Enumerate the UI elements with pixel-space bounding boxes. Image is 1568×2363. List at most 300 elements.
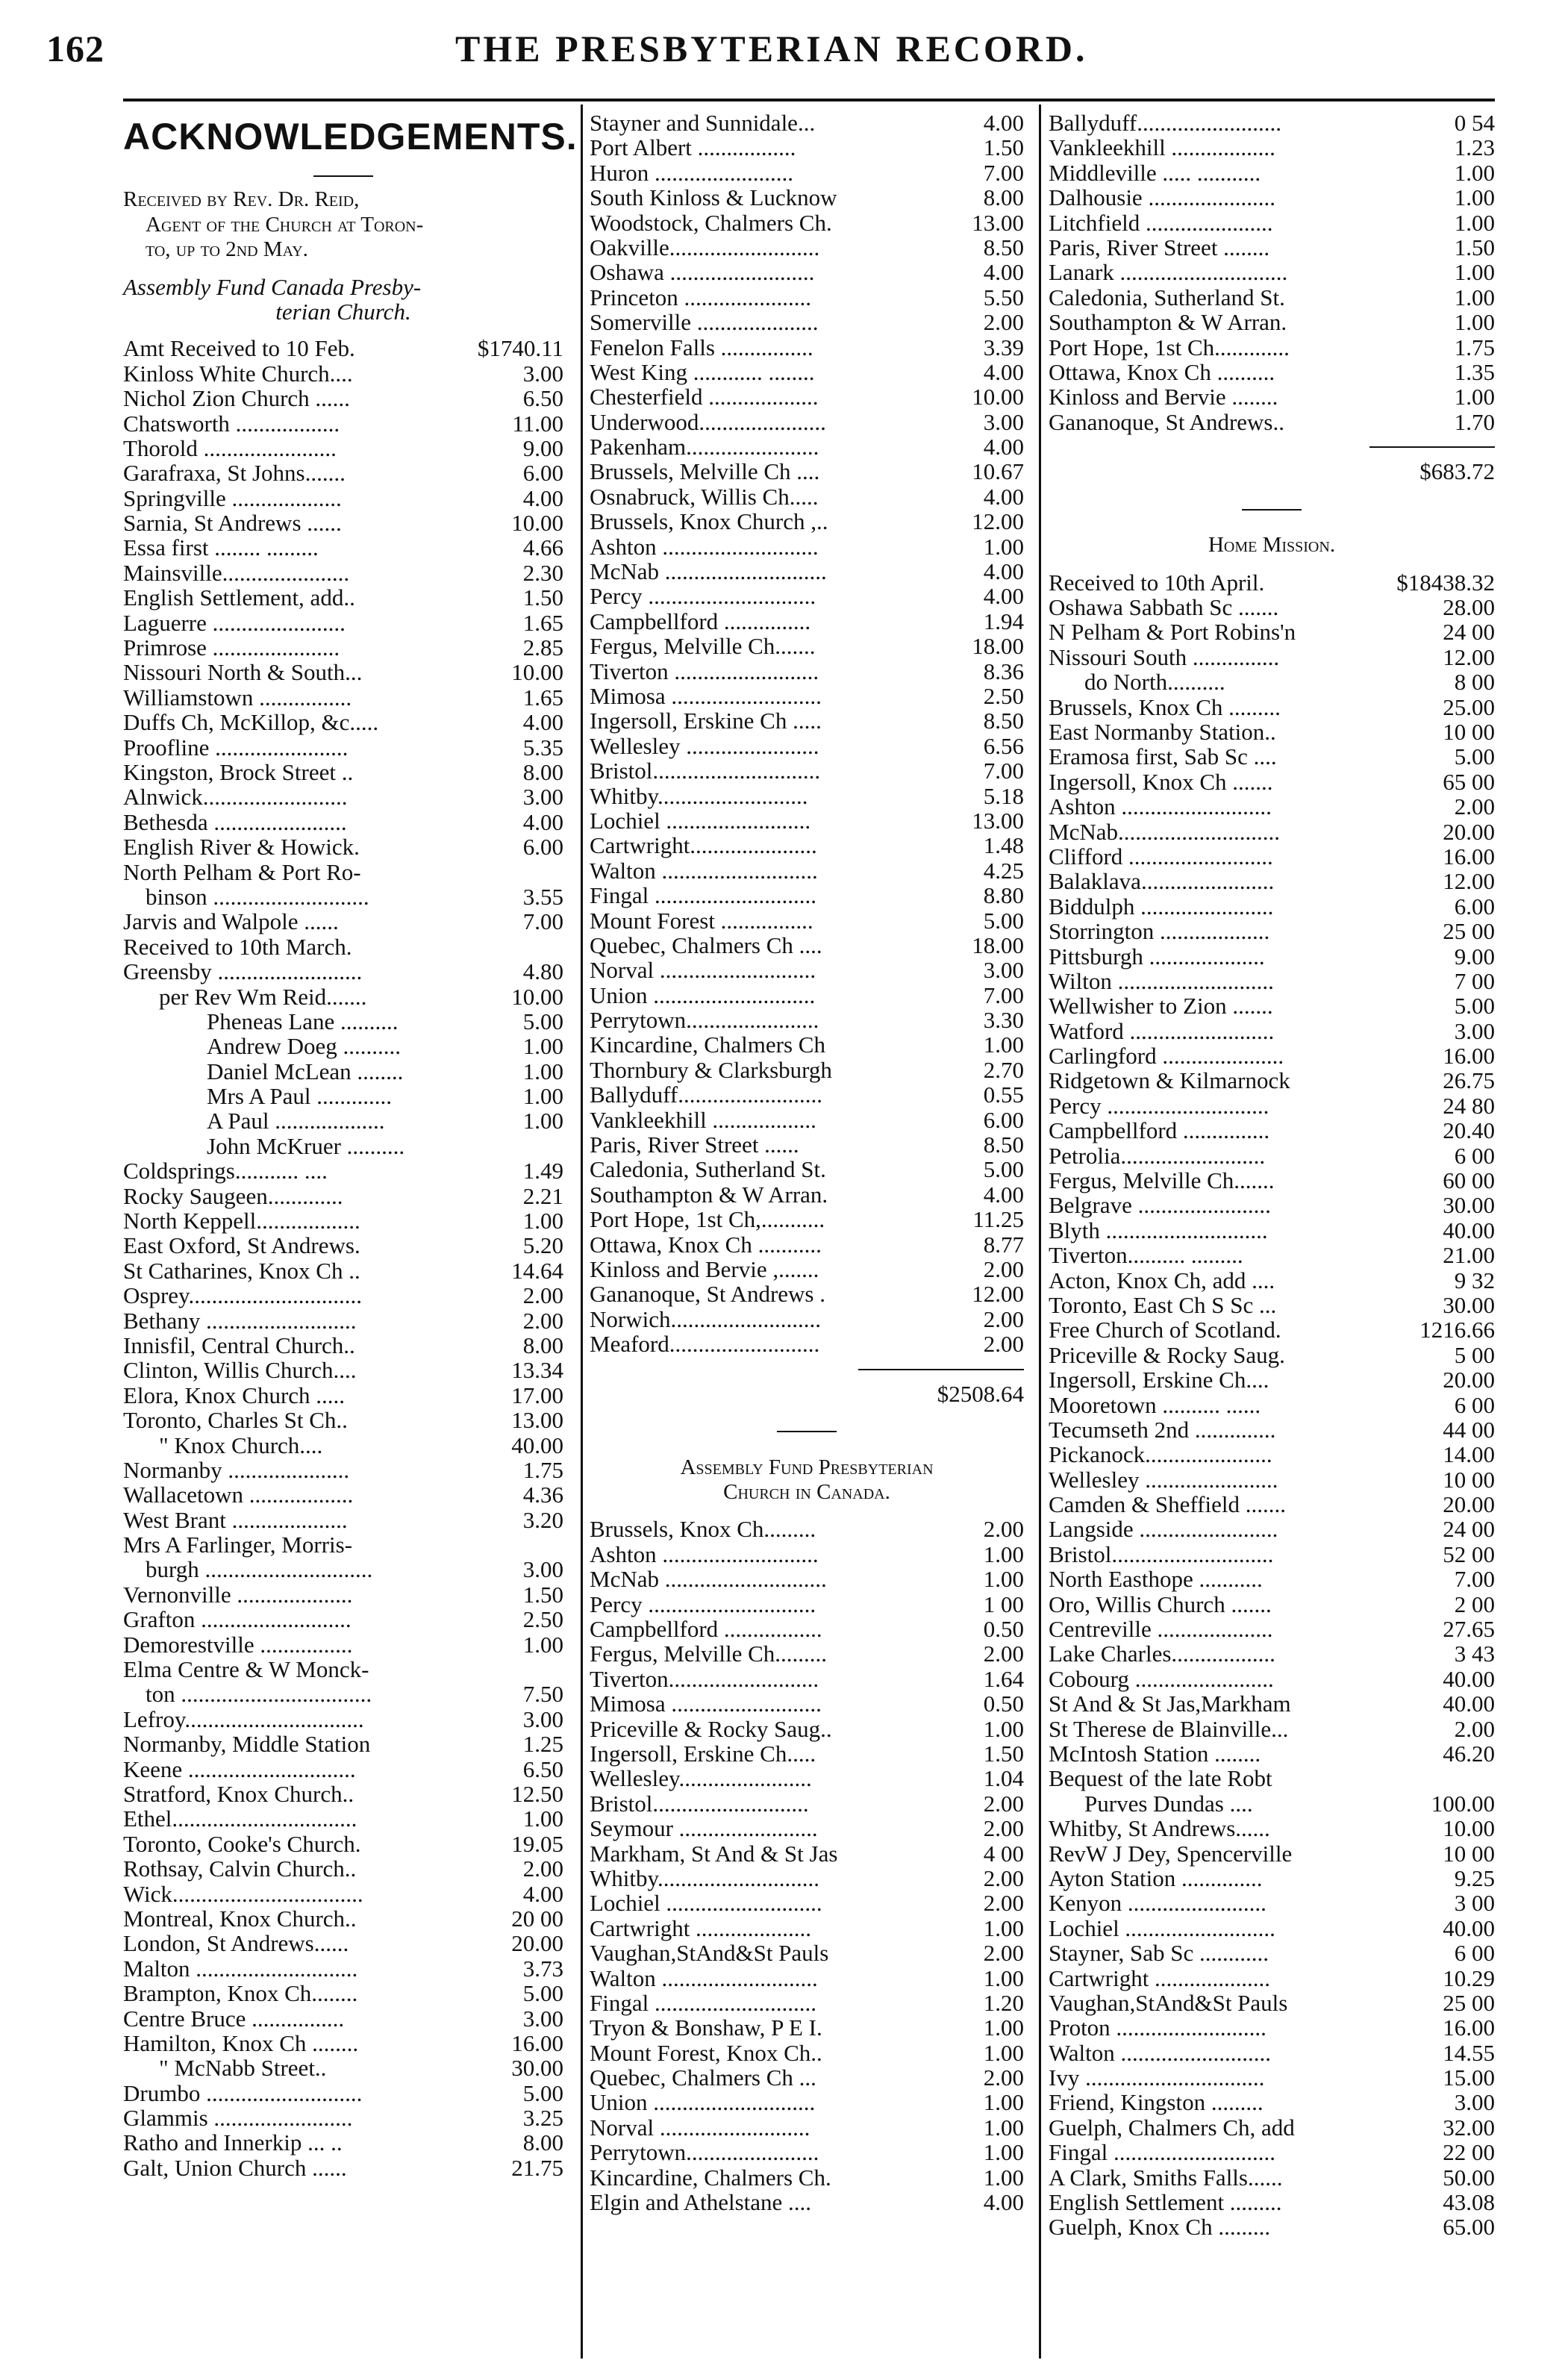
entry-row (123, 361, 563, 386)
entry-amount: 10.29 (1443, 1964, 1495, 1991)
entry-row (1049, 360, 1495, 384)
entry-row (1049, 1019, 1495, 1043)
entry-row (123, 2130, 563, 2155)
entry-amount: 12.50 (511, 1781, 563, 1807)
entry-amount: 1.00 (983, 1964, 1024, 1991)
entry-row (1049, 695, 1495, 719)
entry-name: do North.......... (1084, 669, 1225, 696)
entry-row (590, 235, 1024, 260)
fund-heading: terian Church. (275, 298, 411, 325)
entry-row (1049, 384, 1495, 409)
entry-amount: $18438.32 (1396, 569, 1495, 596)
entry-row (590, 708, 1024, 733)
col1-entries (123, 336, 563, 2180)
entry-amount: 5.35 (522, 734, 563, 761)
entry-amount: 16.00 (1443, 843, 1495, 870)
entry-row (1049, 1641, 1495, 1666)
entry-row (590, 185, 1024, 210)
received-by-line: Agent of the Church at Toron- (146, 212, 424, 237)
entry-amount: 1.65 (522, 609, 563, 636)
entry-amount: 10.67 (972, 458, 1024, 485)
entry-amount: 4.80 (522, 958, 563, 985)
entry-name: Montreal, Knox Church.. (123, 1905, 357, 1932)
entry-amount: 16.00 (511, 2029, 563, 2056)
entry-row (123, 1208, 563, 1233)
entry-amount: 26.75 (1443, 1067, 1495, 1094)
entry-row (1049, 1268, 1495, 1293)
column-divider (581, 104, 583, 2359)
entry-amount: 5.00 (522, 2079, 563, 2106)
entry-name: Toronto, Cooke's Church. (123, 1830, 361, 1857)
entry-row (1049, 410, 1495, 434)
entry-row (123, 2055, 563, 2080)
entry-row (590, 2190, 1024, 2214)
entry-amount: 2.00 (522, 1282, 563, 1309)
total-rule (1049, 434, 1495, 459)
entry-name: Wellesley ....................... (1049, 1466, 1278, 1493)
entry-row (590, 908, 1024, 933)
entry-row (1049, 1467, 1495, 1492)
total-row: $2508.64 (937, 1380, 1024, 1407)
entry-name: Mrs A Paul ............. (207, 1083, 393, 1110)
entry-row (1049, 1343, 1495, 1367)
entry-amount: 2 00 (1454, 1591, 1495, 1617)
page-title: THE PRESBYTERIAN RECORD. (455, 28, 1088, 69)
entry-amount: 60 00 (1443, 1167, 1495, 1194)
entry-amount: 3.55 (522, 883, 563, 910)
entry-amount: 6.50 (522, 1755, 563, 1782)
entry-amount: 1.50 (522, 1581, 563, 1608)
entry-row (123, 984, 563, 1009)
entry-amount: 4.00 (983, 434, 1024, 461)
entry-row (590, 260, 1024, 284)
entry-amount: 1.04 (983, 1765, 1024, 1792)
entry-amount: 10 00 (1443, 1466, 1495, 1493)
entry-name: Galt, Union Church ...... (123, 2154, 347, 2181)
entry-name: Chesterfield ................... (590, 384, 819, 411)
entry-amount: 1.00 (983, 1541, 1024, 1567)
entry-row (590, 410, 1024, 434)
entry-row (1049, 2065, 1495, 2090)
entry-amount: 4.00 (983, 583, 1024, 610)
entry-row (1049, 944, 1495, 969)
entry-row (123, 1383, 563, 1408)
entry-name: Perrytown....................... (590, 1007, 819, 1034)
entry-amount: 1.00 (522, 1033, 563, 1060)
entry-row (123, 411, 563, 436)
entry-name: Carlingford ..................... (1049, 1043, 1284, 1070)
entry-amount: 7.50 (522, 1681, 563, 1708)
entry-row (1049, 1118, 1495, 1143)
entry-name: Vankleekhill .................. (1049, 134, 1275, 161)
entry-amount: 50.00 (1443, 2164, 1495, 2191)
entry-row (1049, 919, 1495, 943)
entry-name: North Keppell.................. (123, 1208, 360, 1234)
entry-amount: 4.25 (983, 857, 1024, 884)
entry-amount: 1.00 (983, 1031, 1024, 1058)
entry-row (1049, 969, 1495, 993)
entry-name: Union ............................ (590, 981, 816, 1008)
entry-amount: 40.00 (1443, 1665, 1495, 1692)
entry-row (123, 535, 563, 560)
entry-amount: 3.00 (522, 784, 563, 811)
entry-amount: 4.00 (983, 110, 1024, 136)
entry-row (590, 1691, 1024, 1716)
entry-amount: 2.00 (983, 1864, 1024, 1891)
entry-row (123, 685, 563, 710)
entry-row (590, 160, 1024, 185)
entry-name: Watford ......................... (1049, 1017, 1275, 1044)
entry-row (123, 1333, 563, 1358)
entry-name: Proton .......................... (1049, 2014, 1266, 2041)
entry-row (1049, 1218, 1495, 1243)
entry-row (1049, 645, 1495, 669)
entry-amount: 3.25 (522, 2105, 563, 2132)
entry-name: Caledonia, Sutherland St. (1049, 284, 1285, 310)
entry-amount: 16.00 (1443, 2014, 1495, 2041)
entry-name: Eramosa first, Sab Sc .... (1049, 743, 1277, 770)
entry-row (123, 1458, 563, 1482)
column-3 (1049, 110, 1495, 2240)
entry-row (1049, 335, 1495, 360)
entry-name: Keene ............................. (123, 1755, 356, 1782)
entry-amount: 1.49 (522, 1158, 563, 1184)
entry-row (1049, 1791, 1495, 1816)
entry-row (1049, 1741, 1495, 1766)
entry-name: Proofline ....................... (123, 734, 349, 761)
entry-row (590, 833, 1024, 858)
entry-name: Thorold ....................... (123, 434, 337, 461)
entry-amount: 8.00 (522, 758, 563, 785)
entry-name: Tiverton.......................... (590, 1665, 819, 1692)
entry-row (123, 1956, 563, 1981)
entry-amount: 6 00 (1454, 1391, 1495, 1418)
entry-amount: 2.30 (522, 559, 563, 586)
entry-name: Pickanock...................... (1049, 1441, 1272, 1468)
entry-row (590, 584, 1024, 608)
entry-amount: 5.50 (983, 284, 1024, 310)
entry-name: Ratho and Innerkip ... .. (123, 2129, 343, 2156)
entry-name: Kinloss and Bervie ,....... (590, 1255, 819, 1282)
entry-amount: 4.00 (522, 484, 563, 511)
entry-row (123, 611, 563, 635)
entry-amount: 20 00 (511, 1905, 563, 1932)
entry-amount: 3.73 (522, 1955, 563, 1982)
entry-name: Mount Forest ................ (590, 907, 813, 934)
entry-row (590, 684, 1024, 708)
entry-name: Oshawa ......................... (590, 259, 815, 286)
entry-name: Ingersoll, Erskine Ch.... (1049, 1367, 1269, 1393)
entry-amount: 2.00 (1454, 793, 1495, 820)
entry-row (590, 659, 1024, 684)
entry-name: ton ................................. (146, 1681, 372, 1708)
entry-row (123, 1034, 563, 1058)
entry-row (123, 1582, 563, 1607)
column-2 (590, 110, 1024, 2214)
entry-amount: 1.00 (1454, 384, 1495, 411)
entry-row (590, 2165, 1024, 2190)
entry-name: Kenyon ........................ (1049, 1890, 1266, 1917)
entry-row (590, 2140, 1024, 2164)
entry-row (590, 1966, 1024, 1991)
entry-amount: 2.21 (522, 1182, 563, 1209)
entry-row (590, 808, 1024, 833)
entry-name: Whitby, St Andrews...... (1049, 1815, 1270, 1842)
entry-row (123, 1931, 563, 1955)
entry-row (590, 509, 1024, 534)
entry-amount: 7.00 (983, 159, 1024, 186)
entry-name: Acton, Knox Ch, add .... (1049, 1267, 1275, 1293)
entry-name: McNab ............................ (590, 558, 827, 585)
entry-amount: 3.00 (1454, 2089, 1495, 2116)
entry-name: English Settlement ......... (1049, 2189, 1282, 2216)
entry-name: McNab ............................ (590, 1566, 827, 1593)
entry-row (1049, 110, 1495, 135)
entry-row (123, 1482, 563, 1507)
entry-name: Woodstock, Chalmers Ch. (590, 209, 832, 236)
entry-row (1049, 1393, 1495, 1417)
entry-amount: 7 00 (1454, 967, 1495, 994)
entry-name: Ballyduff......................... (1049, 110, 1281, 136)
entry-amount: 8.00 (983, 184, 1024, 211)
entry-name: Springville ................... (123, 484, 342, 511)
entry-name: Southampton & W Arran. (1049, 309, 1287, 336)
entry-name: Somerville ..................... (590, 309, 819, 336)
entry-amount: 8 00 (1454, 669, 1495, 696)
entry-name: St Therese de Blainville... (1049, 1715, 1289, 1742)
entry-row (123, 1184, 563, 1208)
short-rule (123, 163, 563, 187)
entry-name: Kinloss White Church.... (123, 360, 353, 387)
entry-amount: 1.00 (1454, 209, 1495, 236)
entry-name: Innisfil, Central Church.. (123, 1332, 355, 1358)
entry-amount: 7.00 (1454, 1566, 1495, 1593)
entry-amount: 1.94 (983, 608, 1024, 634)
entry-row (123, 2106, 563, 2130)
col3-entries-2 (1049, 570, 1495, 2240)
entry-row (1049, 1991, 1495, 2015)
entry-amount: 10.00 (972, 384, 1024, 411)
entry-amount: 1.00 (1454, 309, 1495, 336)
entry-name: Cartwright .................... (590, 1914, 812, 1941)
entry-row (123, 561, 563, 585)
entry-name: Clinton, Willis Church.... (123, 1357, 357, 1384)
entry-name: East Normanby Station.. (1049, 718, 1276, 745)
entry-amount: 9.00 (522, 434, 563, 461)
entry-amount: 4.00 (983, 2189, 1024, 2216)
entry-name: Priceville & Rocky Saug. (1049, 1341, 1285, 1368)
entry-amount: 14.00 (1443, 1441, 1495, 1468)
entry-row (123, 1233, 563, 1258)
entry-row (1049, 2214, 1495, 2239)
entry-amount: 46.20 (1443, 1741, 1495, 1767)
entry-name: Osprey.............................. (123, 1282, 363, 1309)
entry-row (123, 1283, 563, 1308)
entry-name: burgh ............................. (146, 1556, 373, 1583)
entry-row (1049, 993, 1495, 1018)
entry-name: Nissouri South ............... (1049, 643, 1280, 670)
entry-name: Bristol............................. (590, 758, 821, 784)
entry-row (1049, 894, 1495, 919)
entry-name: Ingersoll, Erskine Ch..... (590, 1741, 816, 1767)
entry-row (123, 2081, 563, 2106)
entry-amount: 17.00 (511, 1382, 563, 1408)
entry-row (590, 1592, 1024, 1617)
entry-name: Middleville ..... ........... (1049, 159, 1261, 186)
entry-row (123, 1782, 563, 1806)
entry-row (590, 335, 1024, 360)
entry-name: Kincardine, Chalmers Ch. (590, 2164, 831, 2191)
entry-row (590, 1182, 1024, 1207)
entry-name: Meaford.......................... (590, 1331, 820, 1358)
entry-row (123, 1682, 563, 1706)
entry-row (1049, 1243, 1495, 1267)
entry-amount: 3 43 (1454, 1641, 1495, 1667)
entry-amount: 5.18 (983, 782, 1024, 809)
entry-amount: 4.00 (983, 259, 1024, 286)
entry-amount: 25 00 (1443, 918, 1495, 945)
entry-row (123, 585, 563, 610)
entry-name: Kincardine, Chalmers Ch (590, 1031, 825, 1058)
entry-name: Grafton .......................... (123, 1606, 352, 1633)
entry-row (123, 1757, 563, 1782)
entry-name: Rocky Saugeen............. (123, 1182, 343, 1209)
entry-name: Elma Centre & W Monck- (123, 1656, 369, 1683)
entry-name: " McNabb Street.. (159, 2055, 327, 2082)
entry-row (123, 834, 563, 859)
entry-amount: 6.50 (522, 385, 563, 412)
entry-name: Coldsprings........... .... (123, 1158, 328, 1184)
entry-row (123, 784, 563, 809)
entry-name: Essa first ........ ......... (123, 534, 319, 561)
entry-row (590, 1641, 1024, 1666)
entry-name: Vaughan,StAnd&St Pauls (1049, 1989, 1288, 2016)
entry-amount: 9.00 (1454, 943, 1495, 970)
entry-name: Lochiel ......................... (590, 807, 811, 834)
entry-name: Bristol............................ (1049, 1541, 1274, 1567)
entry-row (123, 1906, 563, 1931)
entry-amount: 3.00 (983, 408, 1024, 435)
entry-amount: 2.00 (983, 1255, 1024, 1282)
entry-amount: 1.00 (983, 2014, 1024, 2041)
entry-name: English Settlement, add.. (123, 584, 355, 611)
entry-amount: 2.00 (983, 1790, 1024, 1817)
col2-entries (590, 110, 1024, 1357)
entry-name: A Paul ................... (207, 1108, 385, 1134)
entry-row (590, 384, 1024, 409)
entry-name: Port Albert ................. (590, 134, 796, 161)
entry-name: Camden & Sheffield ....... (1049, 1491, 1286, 1518)
entry-row (1049, 1517, 1495, 1541)
entry-amount: 1.65 (522, 684, 563, 711)
entry-row (1049, 2090, 1495, 2114)
entry-row (1049, 1193, 1495, 1217)
entry-row (1049, 285, 1495, 310)
entry-amount: 1.50 (1454, 234, 1495, 260)
entry-name: Stratford, Knox Church.. (123, 1781, 354, 1807)
entry-amount: 4.00 (983, 358, 1024, 385)
entry-name: Brussels, Knox Church ,.. (590, 508, 828, 535)
entry-name: Wallacetown .................. (123, 1482, 354, 1508)
entry-row (123, 1084, 563, 1108)
entry-name: Ottawa, Knox Ch ........... (590, 1231, 822, 1258)
entry-name: per Rev Wm Reid....... (159, 983, 367, 1010)
entry-row (1049, 1841, 1495, 1866)
entry-amount: 1.48 (983, 832, 1024, 859)
entry-name: Ingersoll, Erskine Ch ..... (590, 708, 822, 734)
entry-amount: 4.36 (522, 1482, 563, 1508)
entry-name: Ashton .......................... (1049, 793, 1272, 820)
entry-row (123, 1657, 563, 1682)
entry-name: Sarnia, St Andrews ...... (123, 510, 342, 537)
entry-name: Pheneas Lane .......... (207, 1008, 399, 1034)
entry-amount: 11.00 (512, 410, 563, 437)
entry-name: Walton .......................... (1049, 2039, 1272, 2066)
entry-amount: 1.00 (983, 1566, 1024, 1593)
entry-name: Fergus, Melville Ch......... (590, 1641, 828, 1667)
entry-name: Duffs Ch, McKillop, &c..... (123, 709, 379, 736)
entry-amount: 6 00 (1454, 1940, 1495, 1967)
entry-name: Elgin and Athelstane .... (590, 2189, 812, 2216)
entry-row (590, 1941, 1024, 1965)
entry-row (123, 934, 563, 959)
entry-name: Nissouri North & South... (123, 659, 363, 686)
entry-row (123, 1158, 563, 1183)
entry-row (590, 285, 1024, 310)
entry-name: Purves Dundas .... (1084, 1790, 1253, 1817)
entry-row (123, 1059, 563, 1084)
entry-name: Paris, River Street ...... (590, 1131, 799, 1158)
entry-name: Percy ............................. (590, 583, 816, 610)
entry-name: Laguerre ....................... (123, 609, 346, 636)
entry-amount: 7.00 (983, 981, 1024, 1008)
entry-name: Mimosa .......................... (590, 1691, 822, 1717)
entry-row (1049, 1417, 1495, 1442)
entry-amount: 11.25 (972, 1206, 1024, 1233)
entry-name: Normanby ..................... (123, 1456, 350, 1483)
entry-row (1049, 2115, 1495, 2140)
entry-name: Whitby.......................... (590, 782, 808, 809)
entry-amount: 13.00 (972, 807, 1024, 834)
entry-amount: 2.00 (983, 1331, 1024, 1358)
section-heading: Assembly Fund Presbyterian (680, 1455, 934, 1479)
section-heading: Home Mission. (1208, 533, 1336, 558)
col2-entries-2 (590, 1517, 1024, 2214)
entry-name: Petrolia......................... (1049, 1142, 1266, 1169)
entry-amount: 8.36 (983, 658, 1024, 684)
entry-name: Mooretown .......... ...... (1049, 1391, 1261, 1418)
entry-amount: 15.00 (1443, 2064, 1495, 2091)
entry-row (123, 959, 563, 984)
entry-row (1049, 669, 1495, 694)
entry-row (590, 1916, 1024, 1941)
entry-amount: 6.00 (522, 834, 563, 861)
entry-amount: 1.00 (522, 1058, 563, 1084)
entry-row (123, 511, 563, 535)
entry-name: Lochiel ........................... (590, 1890, 822, 1917)
entry-row (1049, 1043, 1495, 1068)
entry-row (590, 1816, 1024, 1841)
entry-row (1049, 794, 1495, 819)
entry-name: RevW J Dey, Spencerville (1049, 1840, 1293, 1867)
entry-row (123, 635, 563, 660)
entry-row (1049, 1816, 1495, 1841)
entry-amount: 27.65 (1443, 1616, 1495, 1643)
entry-amount: 1.00 (522, 1805, 563, 1832)
entry-row (590, 958, 1024, 982)
entry-amount: 25.00 (1443, 693, 1495, 720)
entry-amount: 3.00 (1454, 1017, 1495, 1044)
